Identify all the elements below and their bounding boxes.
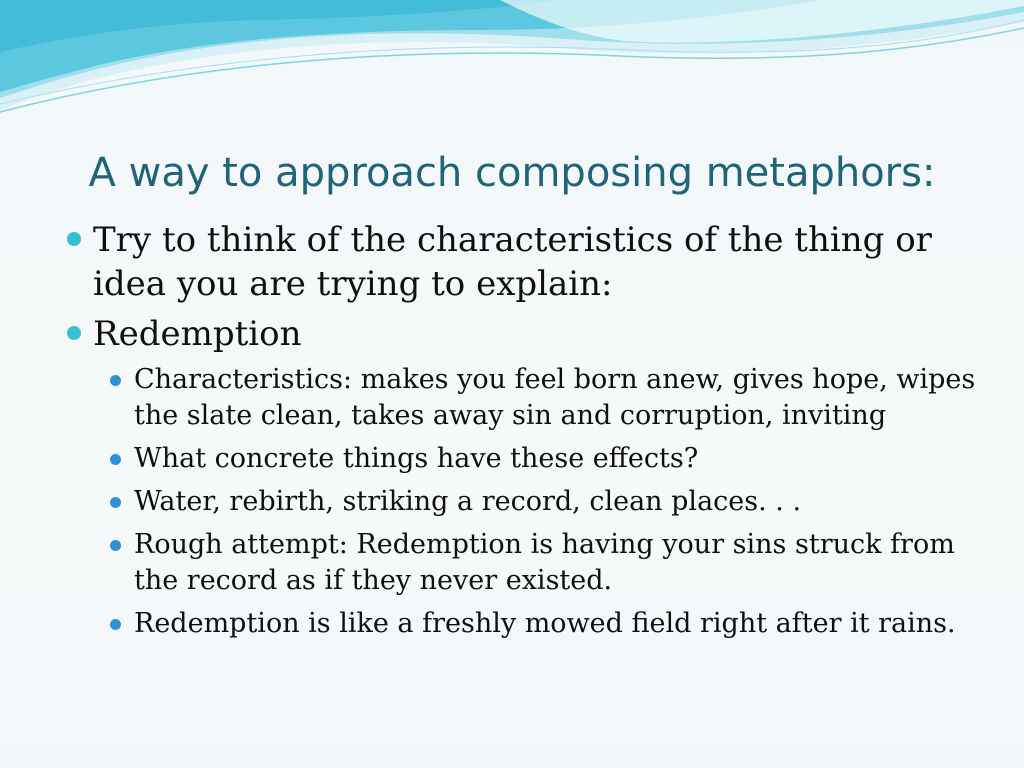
sub-bullet-dot-icon	[110, 454, 121, 465]
sub-bullet-item	[60, 527, 990, 599]
slide-title: A way to approach composing metaphors:	[88, 150, 936, 196]
sub-bullet-item	[60, 362, 990, 434]
sub-bullet-dot-icon	[110, 619, 121, 630]
bullet-item	[60, 312, 990, 356]
bullet-dot-icon	[67, 232, 81, 246]
sub-bullet-text: Redemption is like a freshly mowed field right after it rains.	[134, 608, 956, 639]
sub-bullet-text: Water, rebirth, striking a record, clean places. . .	[134, 486, 802, 517]
sub-bullet-item	[60, 484, 990, 520]
bullet-dot-icon	[67, 326, 81, 340]
sub-bullet-dot-icon	[110, 375, 121, 386]
sub-bullet-item	[60, 441, 990, 477]
sub-bullet-text: Rough attempt: Redemption is having your sins struck from the record as if they never existed.	[134, 529, 955, 596]
sub-bullet-dot-icon	[110, 497, 121, 508]
bullet-text: Redemption	[93, 314, 302, 354]
bullet-list	[60, 218, 990, 649]
sub-bullet-text: Characteristics: makes you feel born anew, gives hope, wipes the slate clean, takes away sin and corruption, inviting	[134, 364, 976, 431]
bullet-text: Try to think of the characteristics of the thing or idea you are trying to explain:	[93, 220, 932, 304]
sub-bullet-dot-icon	[110, 540, 121, 551]
bullet-item	[60, 218, 990, 306]
decorative-wave-header	[0, 0, 1024, 130]
sub-bullet-item	[60, 606, 990, 642]
sub-bullet-text: What concrete things have these effects?	[134, 443, 699, 474]
sub-bullet-list	[60, 362, 990, 642]
